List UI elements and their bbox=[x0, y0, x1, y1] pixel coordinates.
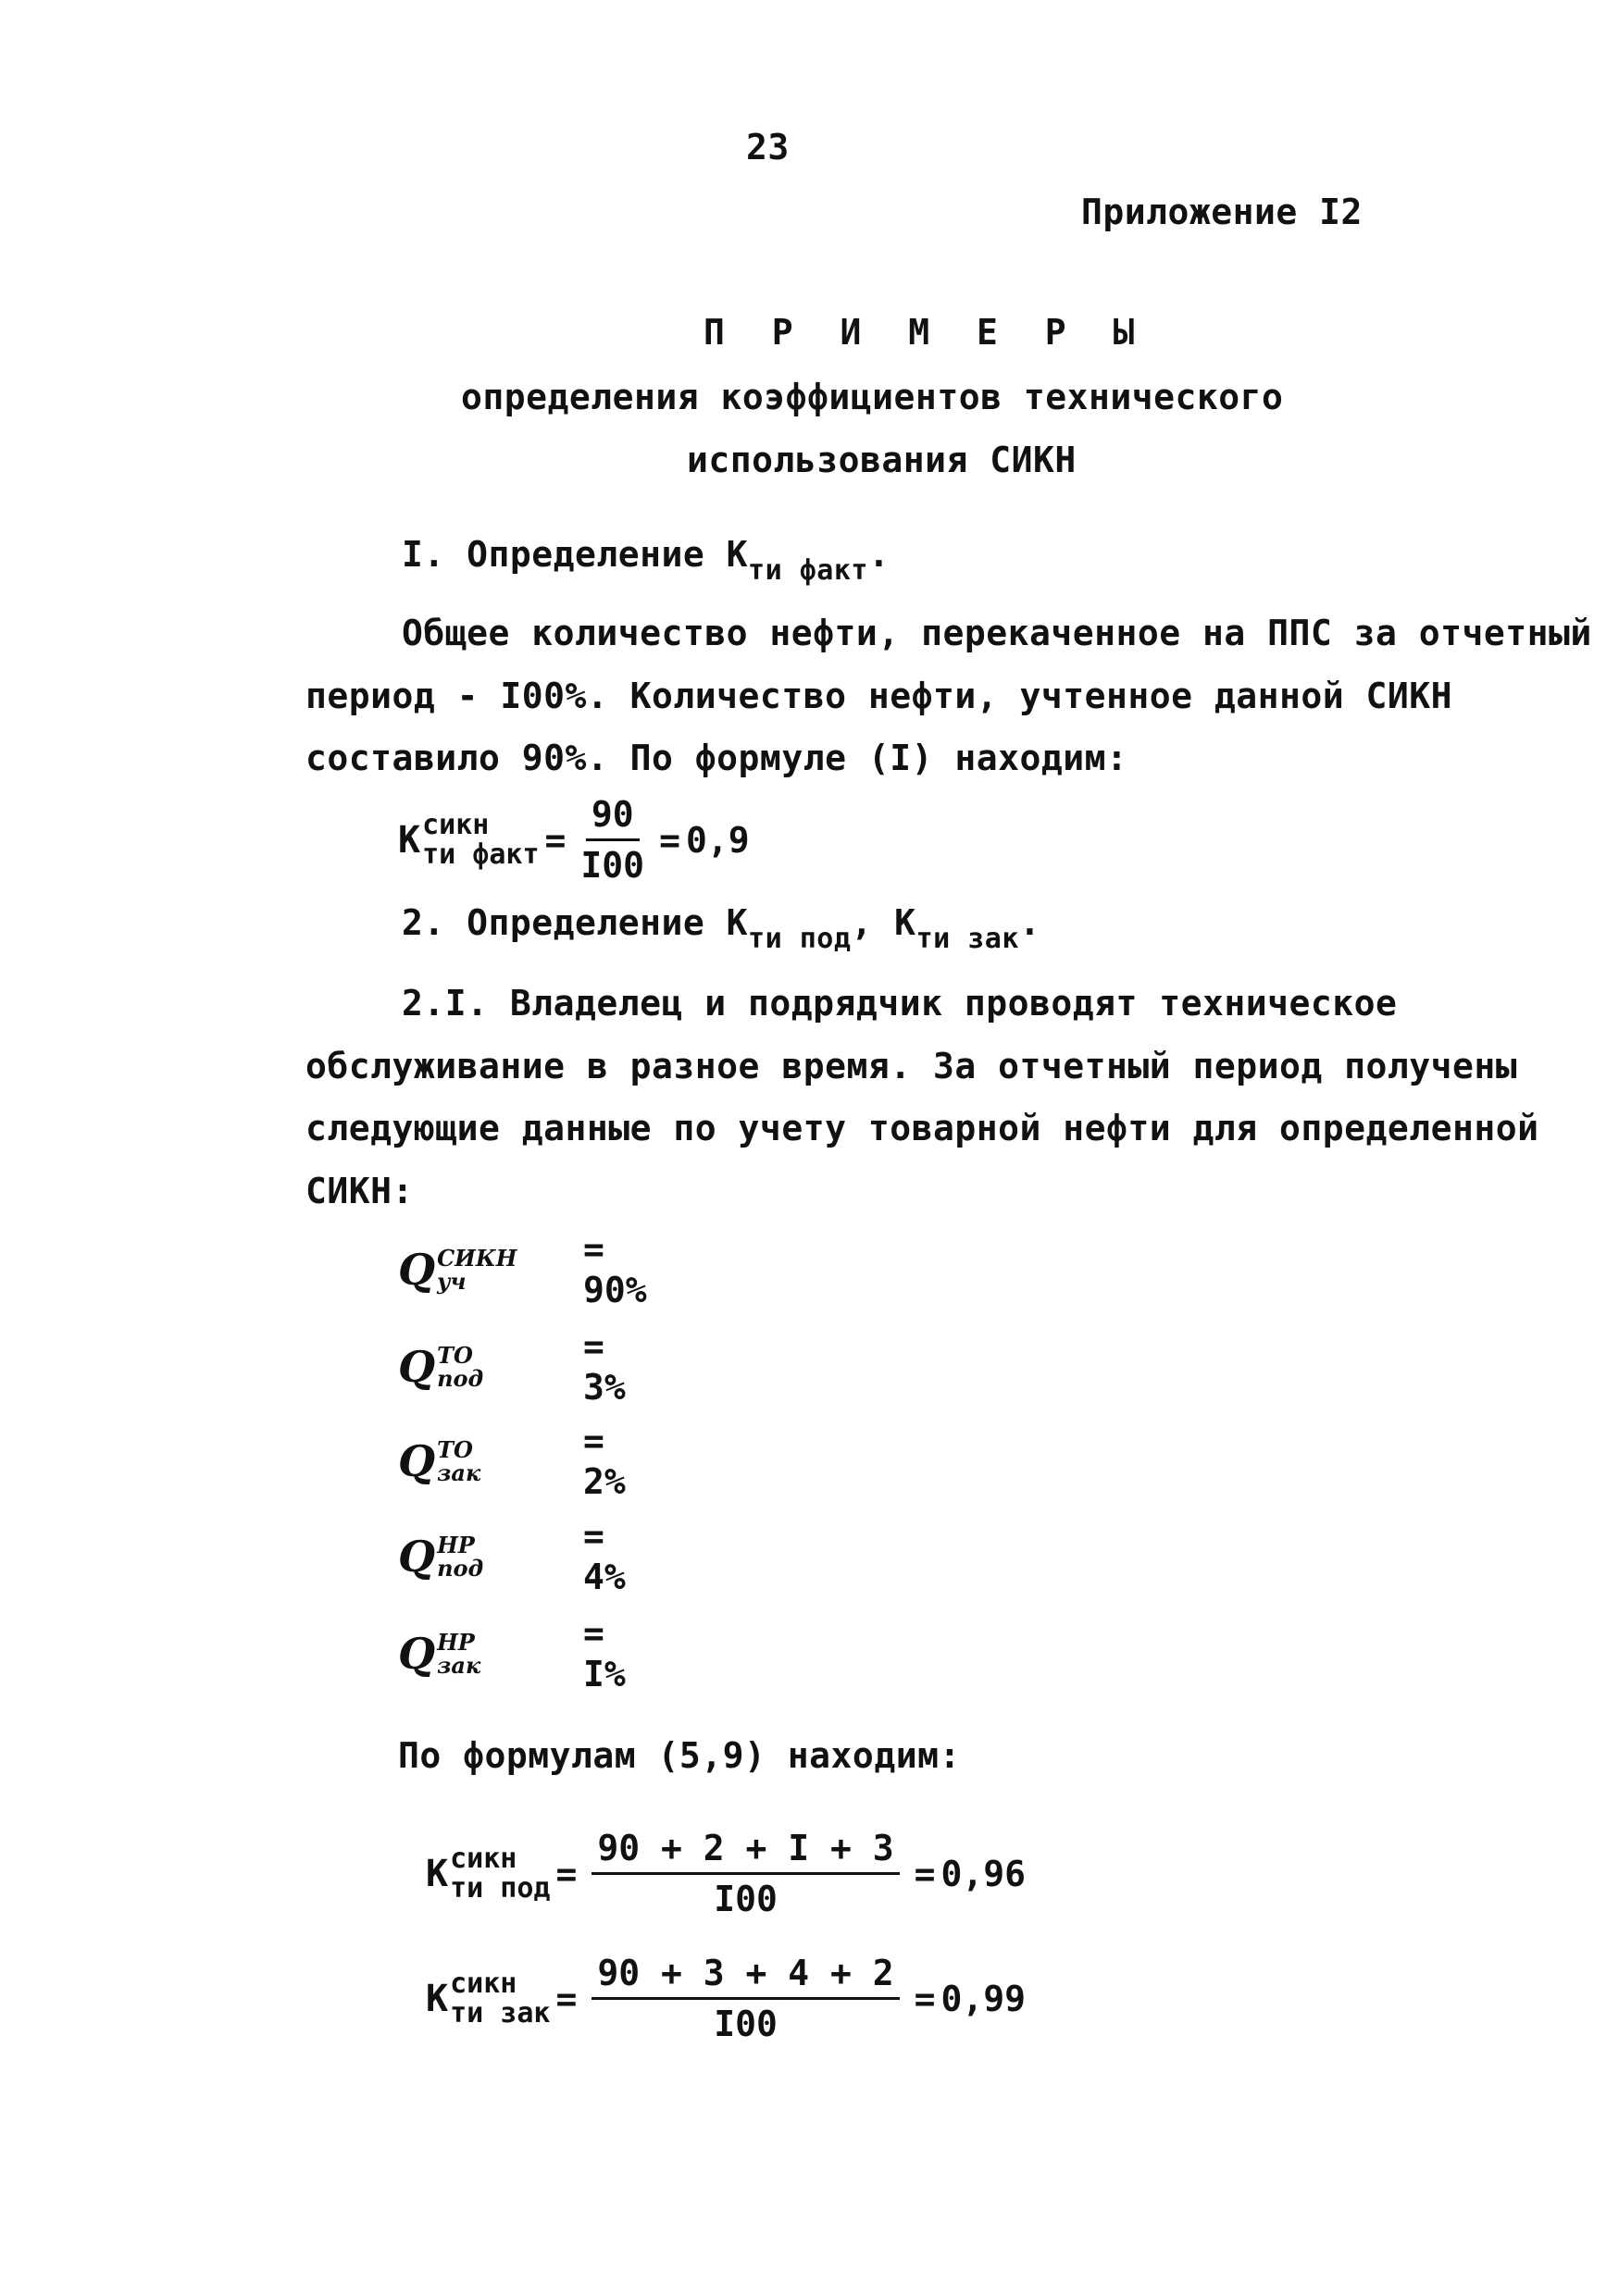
formula-3-equals-2: = bbox=[914, 1978, 936, 2019]
section-1-end: . bbox=[867, 534, 890, 575]
subtitle-line-1: определения коэффициентов технического bbox=[461, 377, 1284, 417]
q-symbol: Q bbox=[398, 1245, 436, 1295]
formula-2-equals: = bbox=[555, 1853, 578, 1894]
formula-3-sup: сикн bbox=[450, 1967, 517, 2000]
para-2-line-3: следующие данные по учету товарной нефти для определенной bbox=[305, 1108, 1539, 1148]
formula-1-equals: = bbox=[544, 819, 567, 861]
formula-1-fraction bbox=[580, 794, 644, 886]
q-value-5 bbox=[398, 1613, 626, 1694]
q-value: = I% bbox=[583, 1613, 626, 1694]
formula-1-indices bbox=[422, 811, 539, 869]
formula-1-sup: сикн bbox=[422, 809, 490, 841]
q-sup: ТО bbox=[437, 1341, 473, 1369]
formula-3-numerator: 90 + 3 + 4 + 2 bbox=[592, 1953, 899, 2000]
formula-2-indices bbox=[450, 1844, 550, 1903]
section-2-mid: , К bbox=[851, 902, 916, 943]
q-symbol: Q bbox=[398, 1532, 436, 1582]
formula-2-result: 0,96 bbox=[940, 1853, 1027, 1894]
formula-2-equals-2: = bbox=[914, 1853, 936, 1894]
formula-3 bbox=[426, 1953, 1026, 2044]
q-value-3 bbox=[398, 1421, 626, 1502]
q-indices bbox=[437, 1533, 483, 1580]
section-2-heading bbox=[402, 902, 1041, 955]
q-sub: под bbox=[437, 1555, 484, 1582]
para-1-line-1: Общее количество нефти, перекаченное на ППС за отчетный bbox=[402, 613, 1592, 653]
para-2-line-4: СИКН: bbox=[305, 1171, 414, 1211]
formula-3-denominator: I00 bbox=[714, 2004, 778, 2044]
q-indices bbox=[437, 1341, 484, 1392]
q-indices bbox=[437, 1244, 517, 1295]
section-2-subscript-1: ти под bbox=[748, 923, 852, 955]
formula-1-numerator: 90 bbox=[586, 794, 640, 841]
formula-3-indices bbox=[450, 1969, 550, 2028]
q-value: = 2% bbox=[583, 1421, 626, 1502]
q-sup: НР bbox=[437, 1628, 475, 1656]
q-sup: НР bbox=[437, 1531, 475, 1558]
subtitle-line-2: использования СИКН bbox=[687, 440, 1077, 480]
q-sub: под bbox=[437, 1365, 484, 1392]
formula-1-sub: ти факт bbox=[422, 838, 540, 871]
q-indices bbox=[437, 1628, 481, 1679]
q-symbol: Q bbox=[398, 1629, 436, 1679]
q-value: = 3% bbox=[583, 1326, 626, 1408]
appendix-label: Приложение I2 bbox=[1081, 192, 1363, 232]
para-3: По формулам (5,9) находим: bbox=[398, 1735, 961, 1776]
section-1-text: I. Определение К bbox=[402, 534, 749, 575]
formula-2-numerator: 90 + 2 + I + 3 bbox=[592, 1828, 899, 1875]
section-2-end: . bbox=[1018, 902, 1041, 943]
q-sup: СИКН bbox=[437, 1244, 517, 1272]
formula-2-fraction bbox=[592, 1828, 899, 1919]
formula-1-equals-2: = bbox=[659, 819, 680, 861]
q-symbol: Q bbox=[398, 1436, 436, 1486]
formula-2-k: К bbox=[426, 1852, 449, 1895]
q-sub: уч bbox=[437, 1268, 467, 1295]
q-value-2 bbox=[398, 1326, 626, 1408]
section-2-subscript-2: ти зак bbox=[915, 923, 1019, 955]
formula-3-k: К bbox=[426, 1977, 449, 2020]
section-1-heading bbox=[402, 534, 890, 587]
page-title: П Р И М Е Р Ы bbox=[704, 312, 1148, 353]
q-sub: зак bbox=[437, 1652, 481, 1679]
section-2-text: 2. Определение К bbox=[402, 902, 749, 943]
q-value-4 bbox=[398, 1516, 626, 1597]
formula-2-denominator: I00 bbox=[714, 1879, 778, 1919]
page-number: 23 bbox=[746, 127, 790, 168]
formula-3-sub: ти зак bbox=[450, 1996, 551, 2029]
q-sub: зак bbox=[437, 1459, 481, 1486]
para-2-line-2: обслуживание в разное время. За отчетный период получены bbox=[305, 1046, 1518, 1086]
section-1-subscript: ти факт bbox=[748, 554, 868, 587]
formula-2 bbox=[426, 1828, 1026, 1919]
formula-2-sup: сикн bbox=[450, 1843, 517, 1875]
q-sup: ТО bbox=[437, 1435, 473, 1463]
formula-2-sub: ти под bbox=[450, 1871, 551, 1905]
q-symbol: Q bbox=[398, 1342, 436, 1392]
q-value: = 4% bbox=[583, 1516, 626, 1597]
formula-1-k: К bbox=[398, 818, 421, 862]
para-1-line-2: период - I00%. Количество нефти, учтенное данной СИКН bbox=[305, 676, 1453, 716]
q-indices bbox=[437, 1435, 481, 1486]
formula-3-result: 0,99 bbox=[940, 1978, 1027, 2019]
formula-1 bbox=[398, 794, 750, 886]
formula-1-result: 0,9 bbox=[685, 819, 750, 861]
q-value: = 90% bbox=[583, 1229, 647, 1310]
para-1-line-3: составило 90%. По формуле (I) находим: bbox=[305, 738, 1128, 778]
q-value-1 bbox=[398, 1229, 647, 1310]
formula-3-fraction bbox=[592, 1953, 899, 2044]
para-2-line-1: 2.I. Владелец и подрядчик проводят техническое bbox=[402, 983, 1398, 1024]
formula-1-denominator: I00 bbox=[580, 845, 645, 886]
formula-3-equals: = bbox=[555, 1978, 578, 2019]
